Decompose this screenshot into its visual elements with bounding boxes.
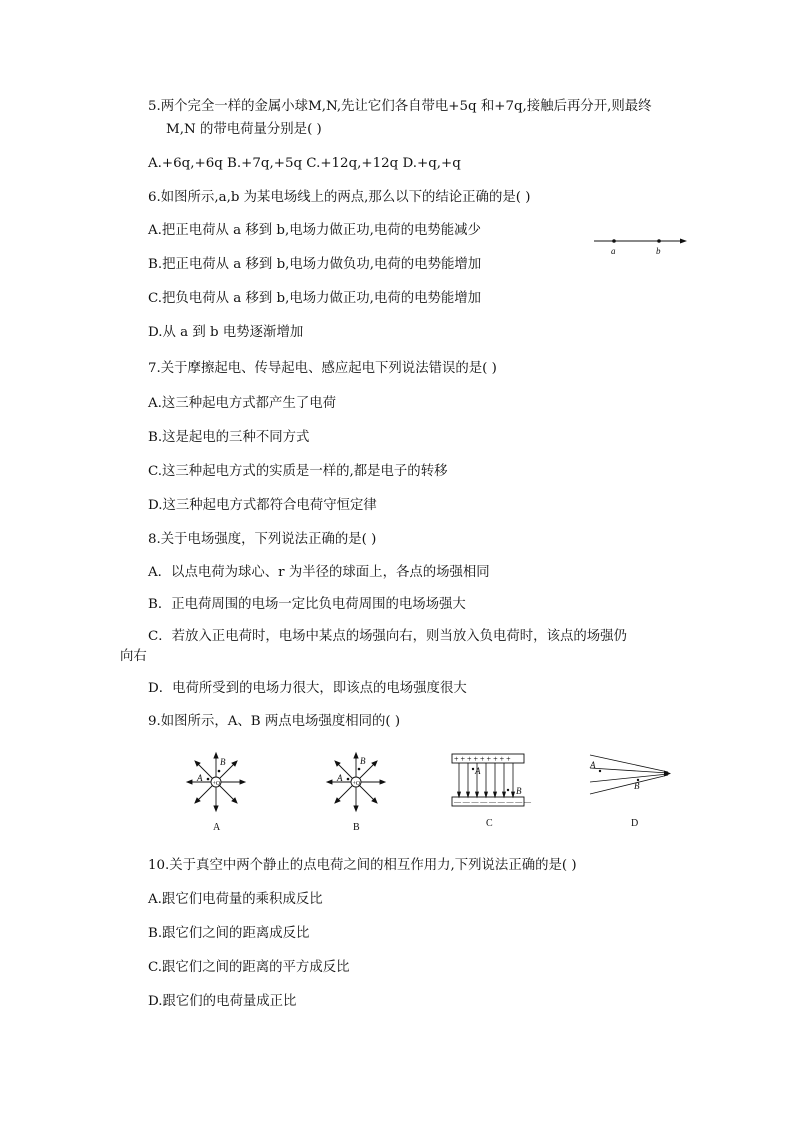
point-b-dot (657, 239, 661, 243)
q9-stem: 9.如图所示，A、B 两点电场强度相同的( ) (148, 714, 401, 729)
fig-b-point-a-label: A (337, 773, 343, 783)
q9-figure-d (588, 752, 680, 832)
q7-option-b: B.这是起电的三种不同方式 (148, 430, 310, 445)
q6-field-line-figure (592, 232, 692, 258)
q8-stem: 8.关于电场强度，下列说法正确的是( ) (148, 532, 377, 547)
fig-c-point-b-label: B (516, 786, 522, 796)
fig-b-caption: B (353, 822, 360, 833)
q8-option-a: A．以点电荷为球心、r 为半径的球面上，各点的场强相同 (148, 565, 490, 580)
q5-options: A.+6q,+6q B.+7q,+5q C.+12q,+12q D.+q,+q (148, 156, 461, 171)
q7-option-a: A.这三种起电方式都产生了电荷 (148, 396, 337, 411)
fig-b-point-b-label: B (360, 756, 366, 766)
q8-option-c-line1: C．若放入正电荷时，电场中某点的场强向右，则当放入负电荷时，该点的场强仍 (148, 629, 627, 644)
q10-option-a: A.跟它们电荷量的乘积成反比 (148, 892, 323, 907)
fig-a-caption: A (213, 822, 221, 833)
q7-stem: 7.关于摩擦起电、传导起电、感应起电下列说法错误的是( ) (148, 361, 497, 376)
q6-option-b: B.把正电荷从 a 移到 b,电场力做负功,电荷的电势能增加 (148, 257, 482, 272)
q6-stem: 6.如图所示,a,b 为某电场线上的两点,那么以下的结论正确的是( ) (148, 190, 531, 205)
arrow-head-icon (664, 771, 671, 777)
q5-stem-line1: 5.两个完全一样的金属小球M,N,先让它们各自带电+5q 和+7q,接触后再分开,则最终 (148, 99, 652, 114)
fig-c-caption: C (486, 818, 493, 829)
arrow-head-icon (680, 239, 687, 244)
point-a-dot (612, 239, 616, 243)
q7-option-c: C.这三种起电方式的实质是一样的,都是电子的转移 (148, 464, 448, 479)
q6-option-d: D.从 a 到 b 电势逐渐增加 (148, 325, 304, 340)
q10-option-d: D.跟它们的电荷量成正比 (148, 994, 297, 1009)
q10-stem: 10.关于真空中两个静止的点电荷之间的相互作用力,下列说法正确的是( ) (148, 858, 577, 873)
q8-option-b: B．正电荷周围的电场一定比负电荷周围的电场场强大 (148, 597, 466, 612)
q6-option-c: C.把负电荷从 a 移到 b,电场力做正功,电荷的电势能增加 (148, 291, 482, 306)
q8-option-c-line2: 向右 (120, 649, 147, 664)
q9-figure-a (178, 748, 258, 838)
charge-label: +Q (352, 781, 361, 787)
q8-option-d: D．电荷所受到的电场力很大，即该点的电场强度很大 (148, 681, 467, 696)
bottom-plate-charges: — — — — — — — — — (454, 798, 531, 806)
fig-d-caption: D (631, 818, 639, 829)
fig-a-point-a-label: A (197, 773, 203, 783)
q9-figure-b (318, 748, 398, 838)
q7-option-d: D.这三种起电方式都符合电荷守恒定律 (148, 498, 377, 513)
fig-d-point-a-label: A (590, 760, 596, 770)
q10-option-c: C.跟它们之间的距离的平方成反比 (148, 960, 350, 975)
point-a-label: a (611, 246, 616, 256)
q6-option-a: A.把正电荷从 a 移到 b,电场力做正功,电荷的电势能减少 (148, 223, 481, 238)
fig-d-point-b-label: B (634, 781, 640, 791)
point-b-label: b (656, 246, 661, 256)
fig-c-point-a-label: A (475, 766, 481, 776)
q5-stem-line2: M,N 的带电荷量分别是( ) (166, 122, 322, 137)
charge-label: +Q (212, 781, 221, 787)
q9-figure-c (450, 752, 532, 832)
q10-option-b: B.跟它们之间的距离成反比 (148, 926, 310, 941)
fig-a-point-b-label: B (220, 757, 226, 767)
top-plate-charges: + + + + + + + + + (454, 754, 511, 764)
